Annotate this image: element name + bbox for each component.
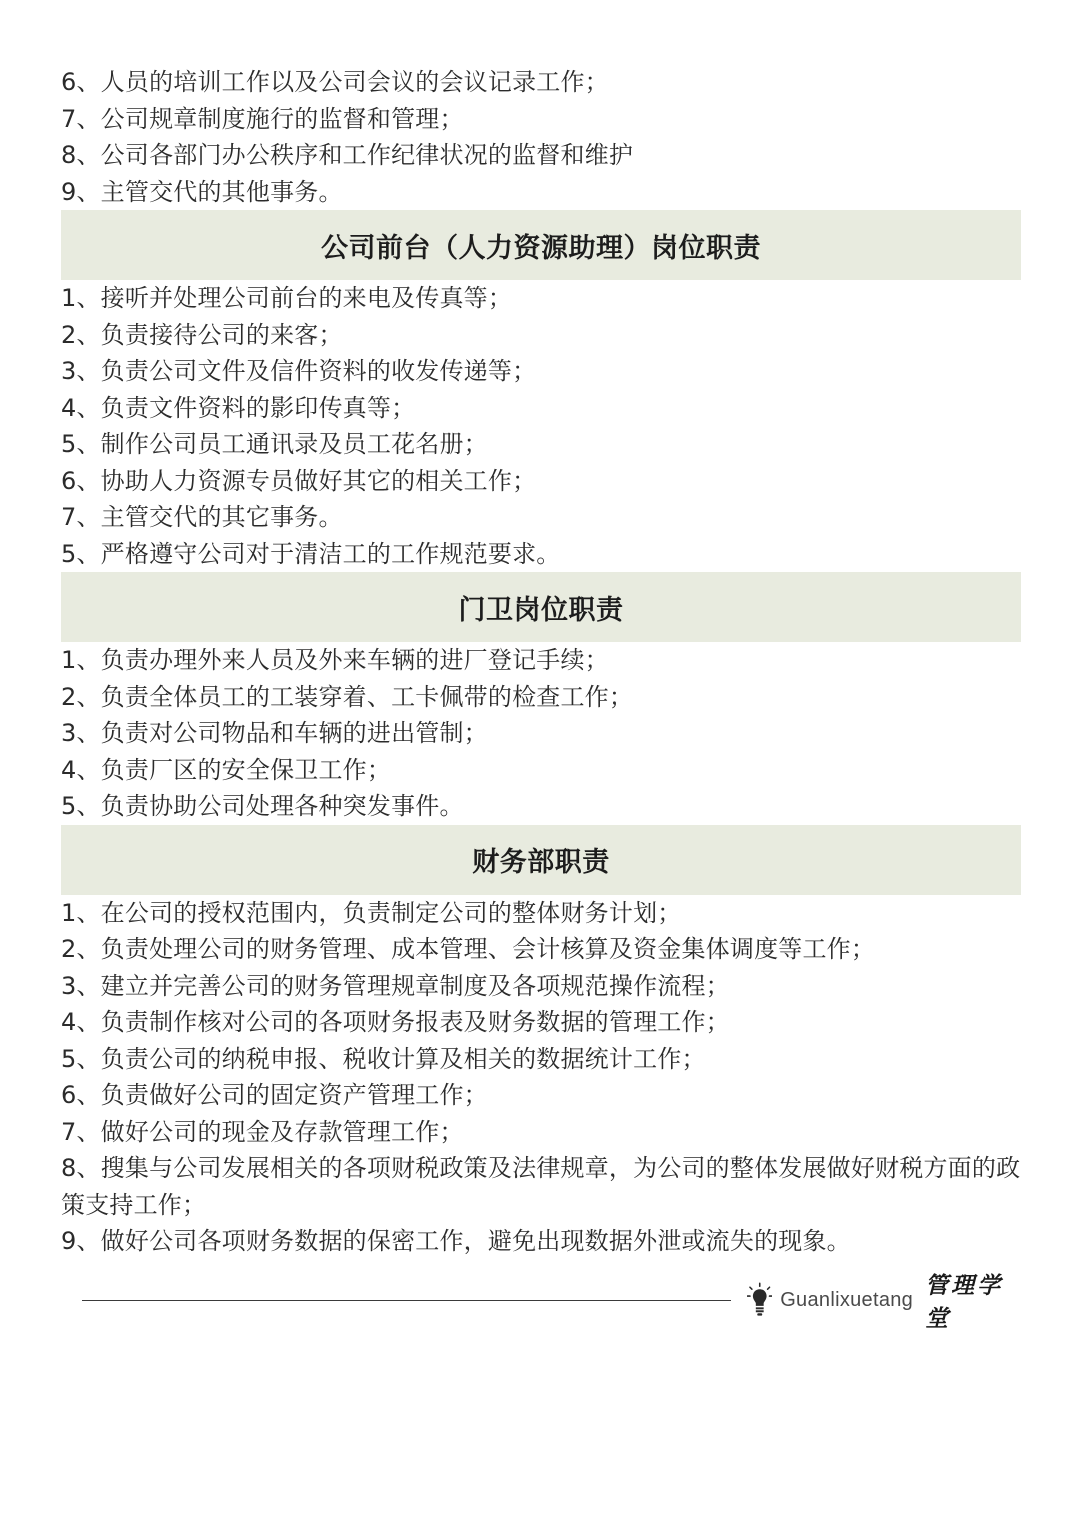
list-item: 4、负责厂区的安全保卫工作；	[61, 755, 392, 784]
finance-duties-list	[61, 895, 1021, 1260]
brand-english: Guanlixuetang	[780, 1288, 914, 1311]
list-item: 5、负责协助公司处理各种突发事件。	[61, 792, 464, 820]
lightbulb-icon	[747, 1282, 772, 1318]
intro-list	[61, 64, 1021, 210]
list-item: 2、负责处理公司的财务管理、成本管理、会计核算及资金集体调度等工作；	[61, 935, 876, 963]
list-item: 9、做好公司各项财务数据的保密工作，避免出现数据外泄或流失的现象。	[61, 1227, 851, 1255]
section-title-reception: 公司前台（人力资源助理）岗位职责	[61, 210, 1021, 280]
list-item: 4、负责制作核对公司的各项财务报表及财务数据的管理工作；	[61, 1008, 730, 1036]
list-item: 6、协助人力资源专员做好其它的相关工作；	[61, 466, 537, 495]
list-item: 4、负责文件资料的影印传真等；	[61, 393, 416, 422]
list-item: 3、负责对公司物品和车辆的进出管制；	[61, 719, 488, 747]
footer-divider	[82, 1300, 731, 1301]
list-item: 7、主管交代的其它事务。	[61, 503, 343, 531]
list-item: 1、负责办理外来人员及外来车辆的进厂登记手续；	[61, 646, 609, 674]
list-item: 7、做好公司的现金及存款管理工作；	[61, 1117, 464, 1146]
list-item: 2、负责接待公司的来客；	[61, 320, 343, 349]
list-item: 3、负责公司文件及信件资料的收发传递等；	[61, 357, 537, 385]
list-item: 8、搜集与公司发展相关的各项财税政策及法律规章，为公司的整体发展做好财税方面的政策支持工作；	[61, 1154, 1021, 1219]
list-item: 2、负责全体员工的工装穿着、工卡佩带的检查工作；	[61, 682, 634, 711]
section-title-guard: 门卫岗位职责	[61, 572, 1021, 642]
list-item: 5、严格遵守公司对于清洁工的工作规范要求。	[61, 539, 561, 568]
list-item: 6、负责做好公司的固定资产管理工作；	[61, 1081, 488, 1109]
list-item: 6、人员的培训工作以及公司会议的会议记录工作；	[61, 68, 609, 96]
list-item: 1、接听并处理公司前台的来电及传真等；	[61, 284, 513, 312]
list-item: 9、主管交代的其他事务。	[61, 177, 343, 206]
section-title-finance: 财务部职责	[61, 825, 1021, 895]
brand-logo-text: 管理学堂	[925, 1272, 1004, 1332]
list-item: 8、公司各部门办公秩序和工作纪律状况的监督和维护	[61, 141, 634, 169]
reception-duties-list	[61, 280, 1021, 572]
document-body	[61, 64, 1021, 1260]
list-item: 5、制作公司员工通讯录及员工花名册；	[61, 430, 488, 458]
list-item: 7、公司规章制度施行的监督和管理；	[61, 104, 464, 133]
footer	[82, 1272, 1027, 1332]
list-item: 1、在公司的授权范围内，负责制定公司的整体财务计划；	[61, 898, 682, 927]
list-item: 3、建立并完善公司的财务管理规章制度及各项规范操作流程；	[61, 971, 730, 1000]
list-item: 5、负责公司的纳税申报、税收计算及相关的数据统计工作；	[61, 1044, 706, 1073]
guard-duties-list	[61, 642, 1021, 825]
